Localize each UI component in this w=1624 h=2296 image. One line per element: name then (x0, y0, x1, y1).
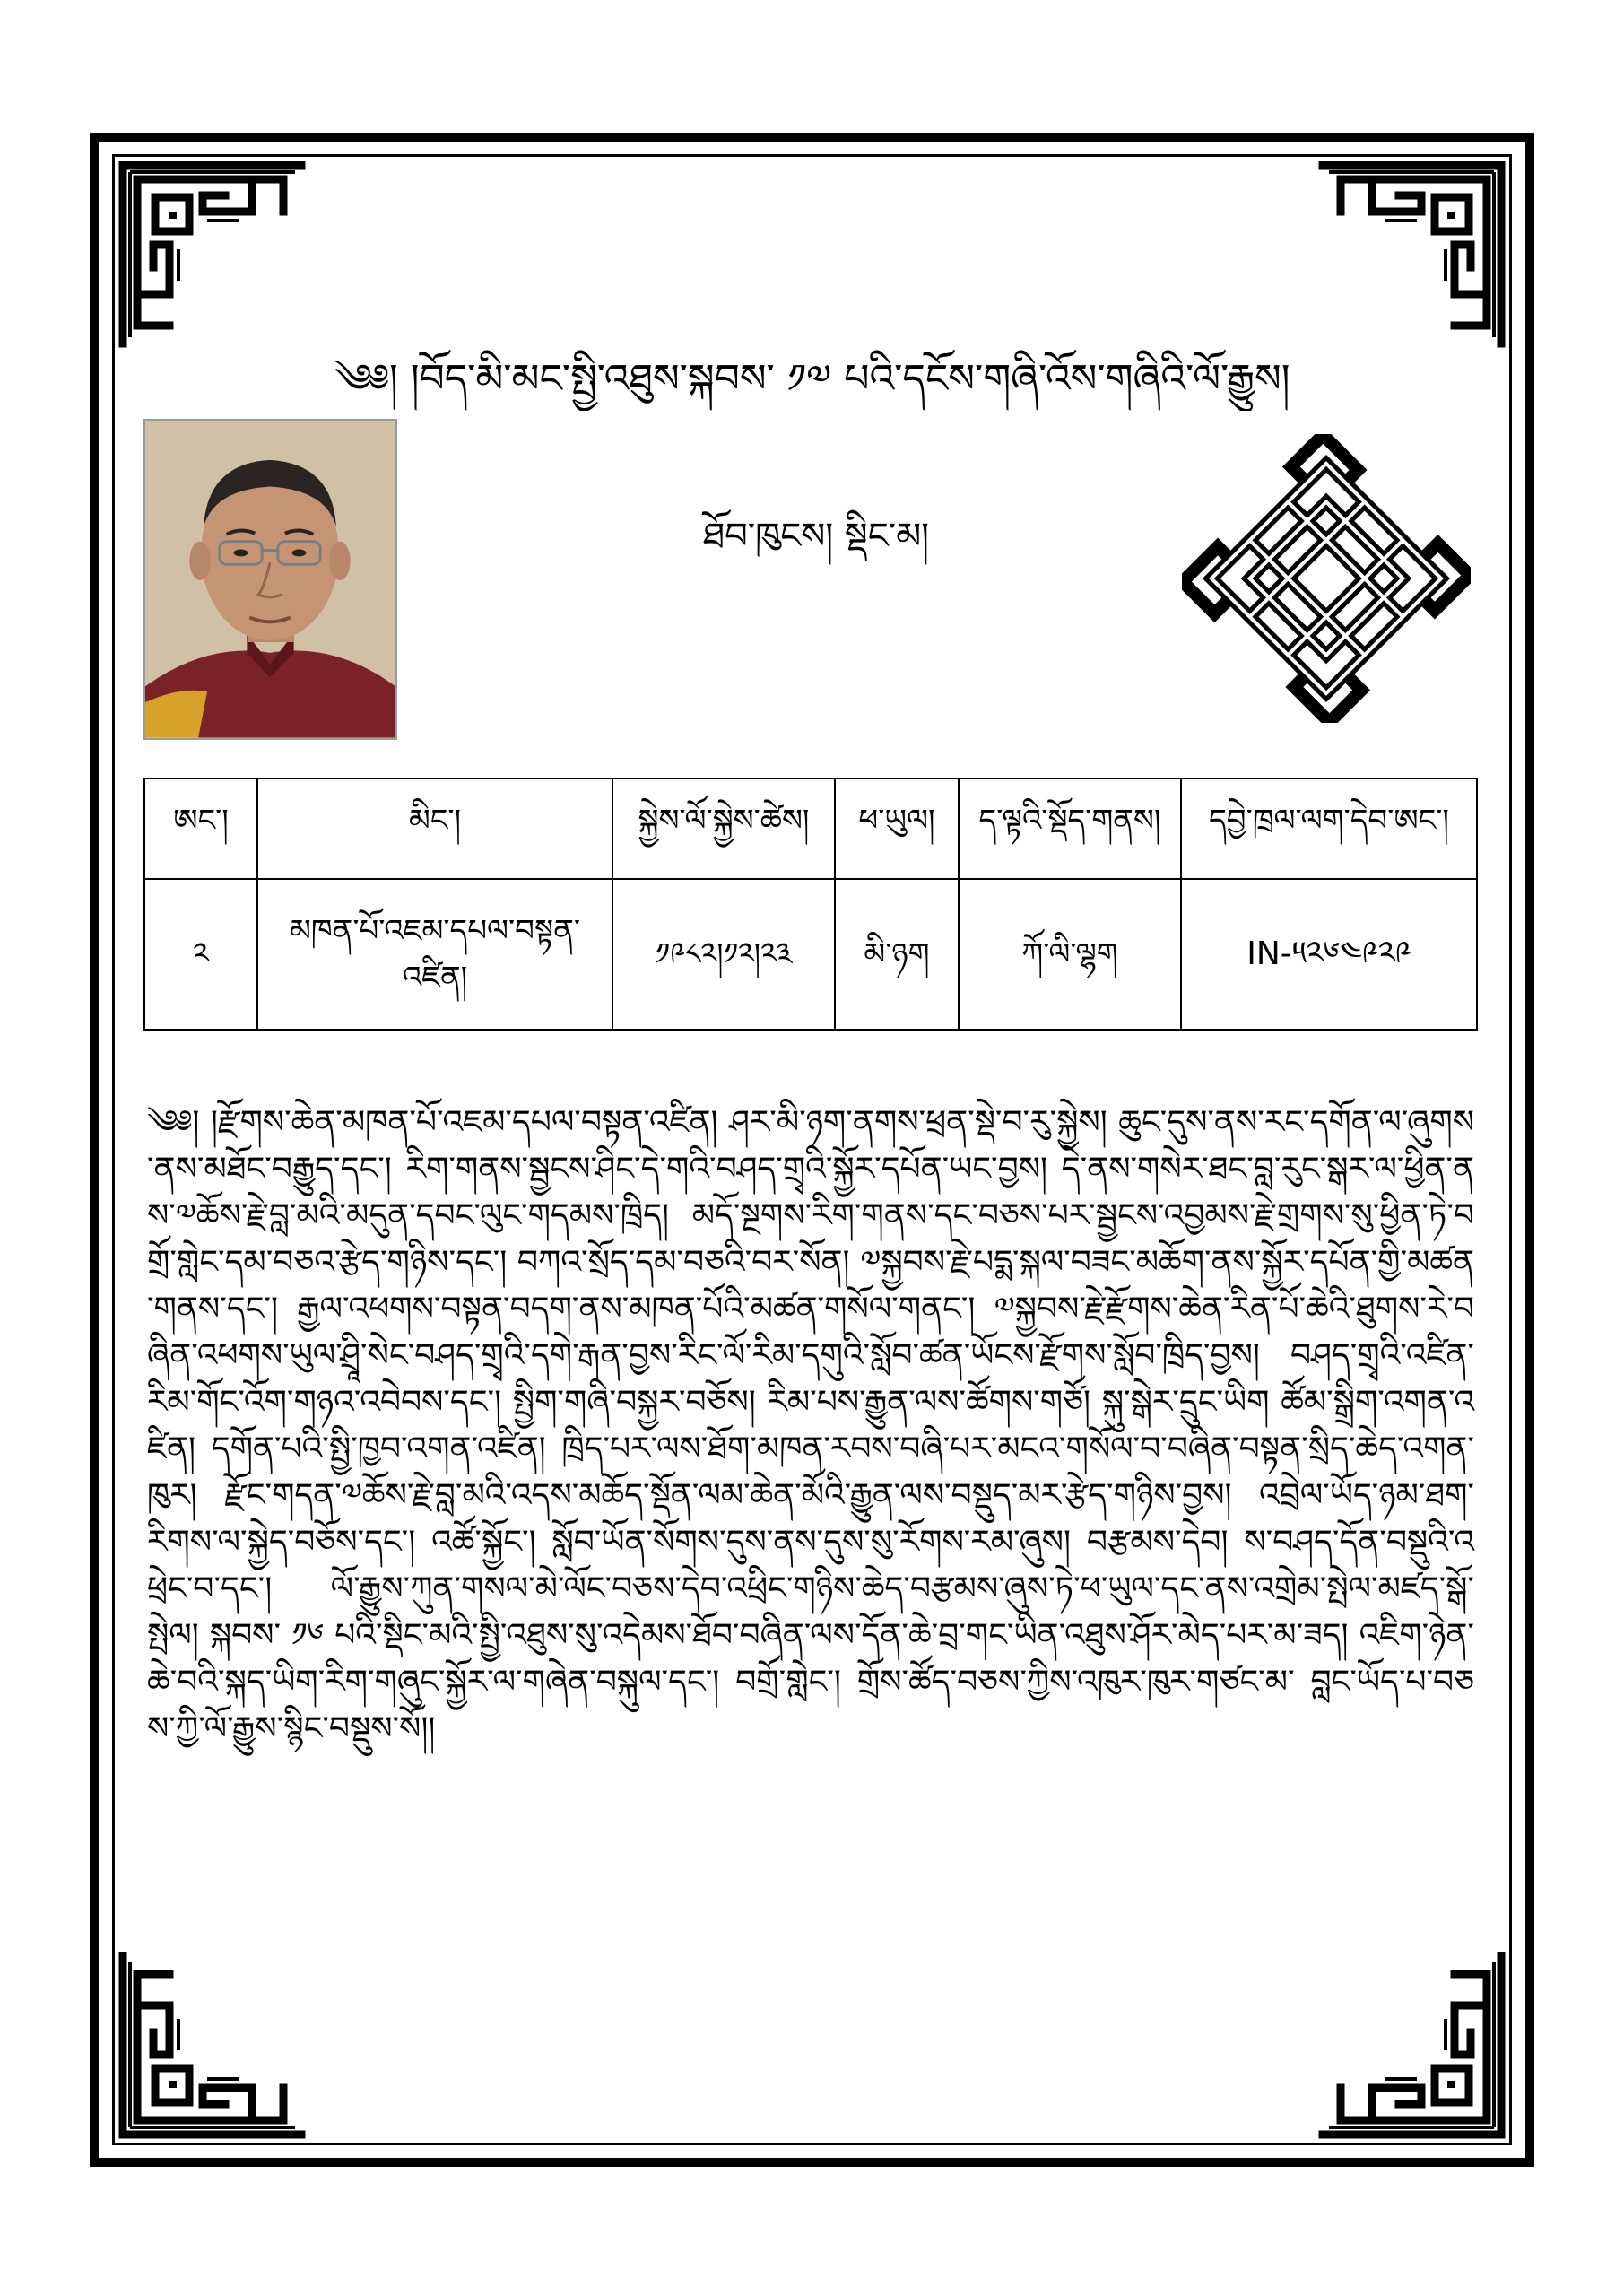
cell-number: ༢ (144, 879, 257, 1030)
corner-ornament-bottom-left (117, 1952, 306, 2140)
cell-green-book-number: IN-༥༢༦༤༩༢༩ (1181, 879, 1477, 1030)
cell-birthdate: ༡༩༨༢།༡༢།༢༣ (612, 879, 835, 1030)
header-residence: ད་ལྟའི་སྡོད་གནས། (959, 778, 1181, 879)
table-header-row (144, 778, 1477, 879)
candidate-photo (143, 419, 397, 740)
header-number: ཨང་། (144, 778, 257, 879)
corner-ornament-bottom-right (1318, 1952, 1507, 2140)
header-hometown: ཕ་ཡུལ། (835, 778, 959, 879)
header-birthdate: སྐྱེས་ལོ་སྐྱེས་ཚེས། (612, 778, 835, 879)
cell-name: མཁན་པོ་འཇམ་དཔལ་བསྟན་འཛིན། (257, 879, 612, 1030)
corner-ornament-top-left (117, 160, 306, 348)
cell-residence: ཀོ་ལི་ལྷག (959, 879, 1181, 1030)
corner-ornament-top-right (1318, 160, 1507, 348)
biography-text: ༄༅། །རྫོགས་ཆེན་མཁན་པོ་འཇམ་དཔལ་བསྟན་འཛིན། ཤར་མི་ཉག་ནགས་ཕྲན་སྡེ་བ་རུ་སྐྱེས། ཆུང་དུས་ནས་རང་དགོན་ལ་ཞུགས་ནས་མཐོང་བརྒྱུད་དང་། རིག་གནས་སྦྱངས་ཤིང་དེ་གའི་བཤད་གྲྭའི་སྐྱོར་དཔོན་ཡང་བྱས། དེ་ནས་གསེར་ཐང་བླ་རུང་སྒར་ལ་ཕྱིན་ནས་༧ཆོས་རྗེ་བླ་མའི་མདུན་དབང་ལུང་གདམས་ཁྲིད། མདོ་སྔགས་རིག་གནས་དང་བཅས་པར་སྦྱངས་འབྱམས་རྗེ་གྲགས་སུ་ཕྱིན་ཏེ་བགྲོ་གླེང་དམ་བཅའ་རྩེད་གཉིས་དང་། བཀའ་སྲོད་དམ་བཅའི་བར་སོན། ༧སྐྱབས་རྗེ་པདྨ་སྐལ་བཟང་མཆོག་ནས་སྐྱོར་དཔོན་གྱི་མཚན་གནས་དང་། རྒྱལ་འཕགས་བསྟན་བདག་ནས་མཁན་པོའི་མཚན་གསོལ་གནང་། ༧སྐྱབས་རྗེ་རྫོགས་ཆེན་རིན་པོ་ཆེའི་ཐུགས་རེ་བཞིན་འཕགས་ཡུལ་ཤྲཱི་སེང་བཤད་གྲྭའི་དགེ་རྒན་བྱས་རིང་ལོ་རིམ་དགུའི་སློབ་ཚན་ཡོངས་རྫོགས་སློབ་ཁྲིད་བྱས། བཤད་གྲྭའི་འཛིན་རིམ་གོང་འོག་གཉའ་འབེབས་དང་། སྤྱིག་གཞི་བསྐྱར་བཅོས། རིམ་པས་རྒྱུན་ལས་ཚོགས་གཙོ། སྐུ་སྒེར་དྲུང་ཡིག ཚོམ་སྒྲིག་འགན་འཛིན། དགོན་པའི་སྤྱི་ཁྱབ་འགན་འཛིན། ཁྲིད་པར་ལས་ཐོག་མཁན་རབས་བཞི་པར་མངའ་གསོལ་བ་བཞིན་བསྟན་སྲིད་ཆེད་འགན་ཁུར། རྫོང་གདན་༧ཆོས་རྗེ་བླ་མའི་འདས་མཆོད་སྡོན་ལམ་ཆེན་མོའི་རྒྱུན་ལས་བསྡུད་མར་རྩེད་གཉིས་བྱས། འབྲེལ་ཡོད་ཉམ་ཐག་རིགས་ལ་སྐྱེད་བཅོས་དང་། འཚོ་སྐྱོང་། སློབ་ཡོན་སོགས་དུས་ནས་དུས་སུ་རོགས་རམ་ཞུས། བརྩམས་དེབ། ས་བཤད་དོན་བསྡུའི་འཕྲེང་བ་དང་། ལོ་རྒྱུས་ཀུན་གསལ་མེ་ལོང་བཅས་དེབ་འཕྲིང་གཉིས་ཆེད་བརྩམས་ཞུས་ཏེ་ཕ་ཡུལ་དང་ནས་འགྲེམ་སྤེལ་མཛད་སྒོ་སྤེལ། སྐབས་ ༡༦ པའི་སྡིང་མའི་སྤྱི་འཐུས་སུ་འདེམས་ཐོབ་བཞིན་ལས་དོན་ཆེ་བྲ་གང་ཡིན་འཐུས་ཤོར་མེད་པར་མ་ཟད། འཇིག་ཉེན་ཆེ་བའི་སྐད་ཡིག་རིག་གཞུང་སྐྱོར་ལ་གཞེན་བསྐུལ་དང་། བགྲོ་གླེང་། གྲོས་ཚོད་བཅས་ཀྱིས་འཁུར་ཁུར་གཙང་མ་ བླང་ཡོད་པ་བཅས་ཀྱི་ལོ་རྒྱུས་སྙིང་བསྡུས་སོ།། (147, 1104, 1474, 1747)
table-row (144, 879, 1477, 1030)
header-green-book-number: དབྱེ་ཁྲལ་ལག་དེབ་ཨང་། (1181, 778, 1477, 879)
constituency-label: ཐོབ་ཁུངས། སྡིང་མ། (702, 516, 930, 557)
header-name: མིང་། (257, 778, 612, 879)
endless-knot-icon (1182, 434, 1471, 723)
candidate-info-table (143, 778, 1478, 1031)
cell-hometown: མི་ཉག (835, 879, 959, 1030)
page-title: ༄༅། །བོད་མི་མང་སྤྱི་འཐུས་སྐབས་ ༡༧ པའི་དངོས་གཞི་འོས་གཞིའི་ལོ་རྒྱུས། (334, 356, 1290, 402)
